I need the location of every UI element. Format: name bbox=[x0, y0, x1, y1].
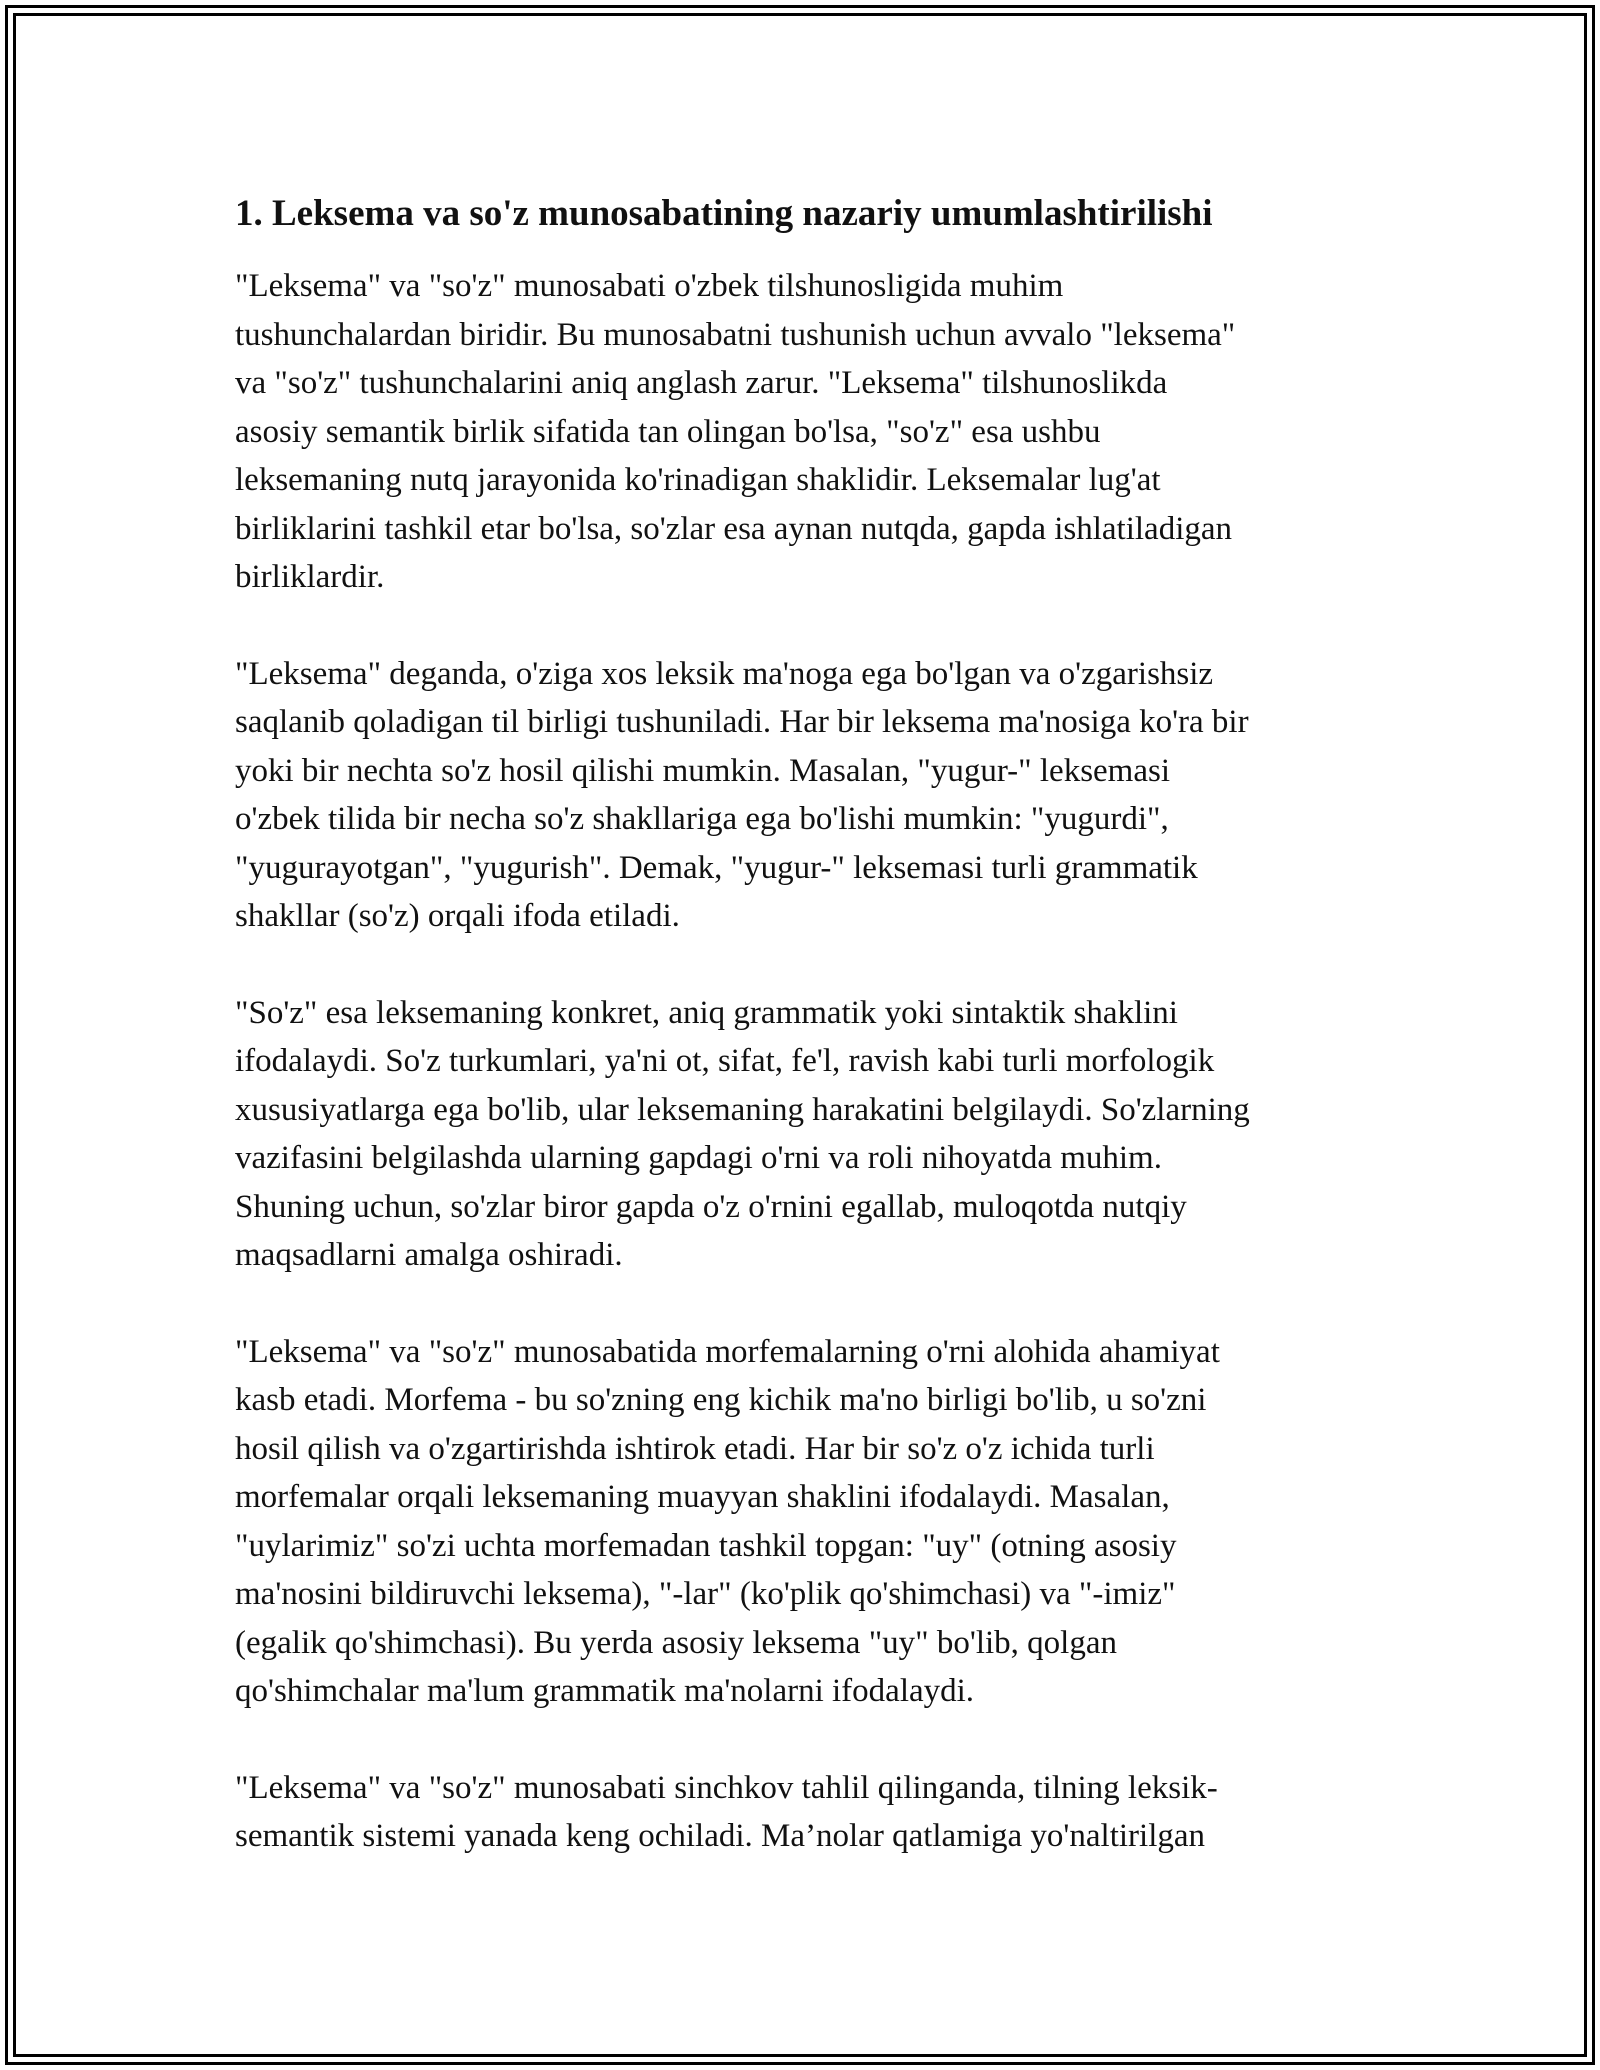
text-line: birliklarini tashkil etar bo'lsa, so'zlar esa aynan nutqda, gapda ishlatiladigan bbox=[235, 510, 1233, 547]
document-body bbox=[235, 186, 1375, 1909]
text-line: "yugurayotgan", "yugurish". Demak, "yugur-" leksemasi turli grammatik bbox=[235, 849, 1198, 886]
text-line: maqsadlarni amalga oshiradi. bbox=[235, 1237, 623, 1273]
text-line: shakllar (so'z) orqali ifoda etiladi. bbox=[235, 898, 680, 934]
text-line: va "so'z" tushunchalarini aniq anglash zarur. "Leksema" tilshunoslikda bbox=[235, 365, 1168, 401]
text-line: (egalik qo'shimchasi). Bu yerda asosiy leksema "uy" bo'lib, qolgan bbox=[235, 1624, 1117, 1661]
text-line: vazifasini belgilashda ularning gapdagi o'rni va roli nihoyatda muhim. bbox=[235, 1140, 1162, 1176]
text-line: saqlanib qoladigan til birligi tushuniladi. Har bir leksema ma'nosiga ko'ra bir bbox=[235, 704, 1249, 740]
paragraph-3 bbox=[235, 989, 1375, 1280]
text-line: o'zbek tilida bir necha so'z shakllariga ega bo'lishi mumkin: "yugurdi", bbox=[235, 801, 1169, 837]
text-line: ifodalaydi. So'z turkumlari, ya'ni ot, sifat, fe'l, ravish kabi turli morfologik bbox=[235, 1043, 1215, 1079]
section-heading: 1. Leksema va so'z munosabatining nazariy umumlashtirilishi bbox=[235, 193, 1213, 234]
text-line: birliklardir. bbox=[235, 559, 385, 595]
text-line: qo'shimchalar ma'lum grammatik ma'nolarni ifodalaydi. bbox=[235, 1673, 975, 1709]
text-line: xususiyatlarga ega bo'lib, ular leksemaning harakatini belgilaydi. So'zlarning bbox=[235, 1091, 1250, 1128]
text-line: tushunchalardan biridir. Bu munosabatni tushunish uchun avvalo "leksema" bbox=[235, 316, 1236, 353]
paragraph-1 bbox=[235, 262, 1375, 602]
text-line: "Leksema" va "so'z" munosabati o'zbek tilshunosligida muhim bbox=[235, 268, 1064, 304]
text-line: ma'nosini bildiruvchi leksema), "-lar" (ko'plik qo'shimchasi) va "-imiz" bbox=[235, 1576, 1176, 1612]
text-line: "Leksema" deganda, o'ziga xos leksik ma'noga ega bo'lgan va o'zgarishsiz bbox=[235, 655, 1214, 692]
text-line: Shuning uchun, so'zlar biror gapda o'z o'rnini egallab, muloqotda nutqiy bbox=[235, 1188, 1187, 1225]
text-line: semantik sistemi yanada keng ochiladi. Ma’nolar qatlamiga yo'naltirilgan bbox=[235, 1818, 1206, 1854]
text-line: kasb etadi. Morfema - bu so'zning eng kichik ma'no birligi bo'lib, u so'zni bbox=[235, 1382, 1207, 1418]
paragraph-5 bbox=[235, 1764, 1375, 1861]
text-line: morfemalar orqali leksemaning muayyan shaklini ifodalaydi. Masalan, bbox=[235, 1479, 1170, 1515]
paragraph-2 bbox=[235, 650, 1375, 941]
text-line: yoki bir nechta so'z hosil qilishi mumkin. Masalan, "yugur-" leksemasi bbox=[235, 752, 1171, 789]
text-line: hosil qilish va o'zgartirishda ishtirok etadi. Har bir so'z o'z ichida turli bbox=[235, 1430, 1155, 1467]
text-line: "Leksema" va "so'z" munosabatida morfemalarning o'rni alohida ahamiyat bbox=[235, 1333, 1220, 1370]
text-line: "uylarimiz" so'zi uchta morfemadan tashkil topgan: "uy" (otning asosiy bbox=[235, 1527, 1177, 1564]
text-line: leksemaning nutq jarayonida ko'rinadigan shaklidir. Leksemalar lug'at bbox=[235, 462, 1161, 498]
paragraph-4 bbox=[235, 1328, 1375, 1716]
text-line: "Leksema" va "so'z" munosabati sinchkov tahlil qilinganda, tilning leksik- bbox=[235, 1769, 1218, 1806]
text-line: "So'z" esa leksemaning konkret, aniq grammatik yoki sintaktik shaklini bbox=[235, 994, 1178, 1031]
text-line: asosiy semantik birlik sifatida tan olingan bo'lsa, "so'z" esa ushbu bbox=[235, 413, 1101, 450]
